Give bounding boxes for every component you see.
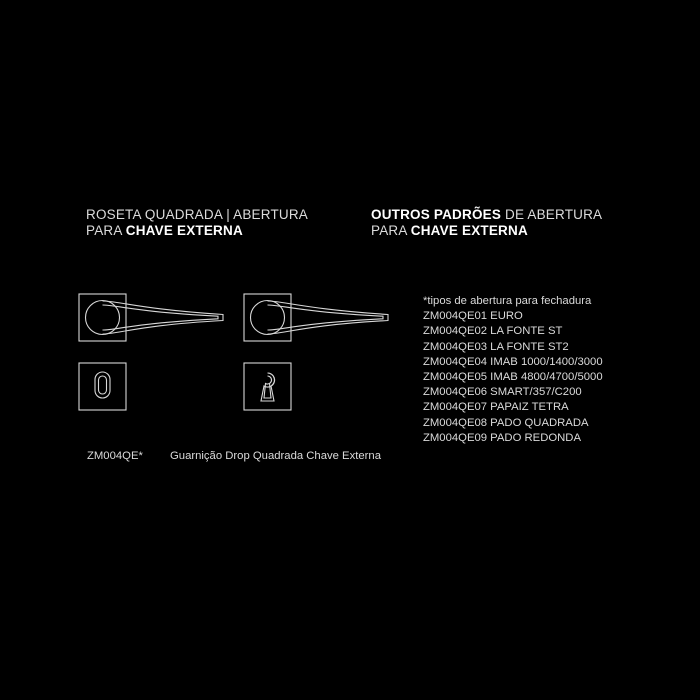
right-heading-line1: [371, 207, 602, 223]
list-item: ZM004QE01 EURO: [423, 310, 523, 323]
right-heading-bold: OUTROS PADRÕES: [371, 207, 502, 222]
left-heading-line2: [86, 223, 308, 239]
left-heading-line1: ROSETA QUADRADA | ABERTURA: [86, 207, 309, 222]
list-item: ZM004QE08 PADO QUADRADA: [423, 416, 589, 429]
left-heading: [86, 207, 308, 239]
handle-with-euro-cylinder-drawing: [243, 293, 389, 411]
opening-types-note: *tipos de abertura para fechadura: [423, 295, 592, 307]
list-item: ZM004QE07 PAPAIZ TETRA: [423, 401, 569, 414]
left-heading-bold: CHAVE EXTERNA: [125, 223, 243, 238]
list-item: ZM004QE09 PADO REDONDA: [423, 431, 581, 444]
right-heading-rest: DE ABERTURA: [501, 207, 603, 222]
list-item: ZM004QE02 LA FONTE ST: [423, 325, 563, 338]
list-item: ZM004QE03 LA FONTE ST2: [423, 340, 569, 353]
product-description: Guarnição Drop Quadrada Chave Externa: [170, 450, 381, 462]
left-heading-prefix: PARA: [86, 223, 126, 238]
opening-types-list: [423, 294, 603, 446]
right-heading-prefix: PARA: [371, 223, 411, 238]
list-item: ZM004QE05 IMAB 4800/4700/5000: [423, 371, 603, 384]
right-heading-bold2: CHAVE EXTERNA: [410, 223, 528, 238]
handle-drawing: [79, 294, 223, 410]
list-item: ZM004QE04 IMAB 1000/1400/3000: [423, 355, 603, 368]
product-code: ZM004QE*: [87, 450, 143, 462]
list-item: ZM004QE06 SMART/357/C200: [423, 386, 582, 399]
handle-with-oval-keyhole-drawing: [78, 293, 224, 411]
right-heading-line2: [371, 223, 602, 239]
euro-cylinder-rosette: [261, 373, 275, 401]
handle-drawing-right: [244, 294, 388, 410]
oval-keyhole-rosette: [95, 372, 110, 398]
right-heading: [371, 207, 602, 239]
